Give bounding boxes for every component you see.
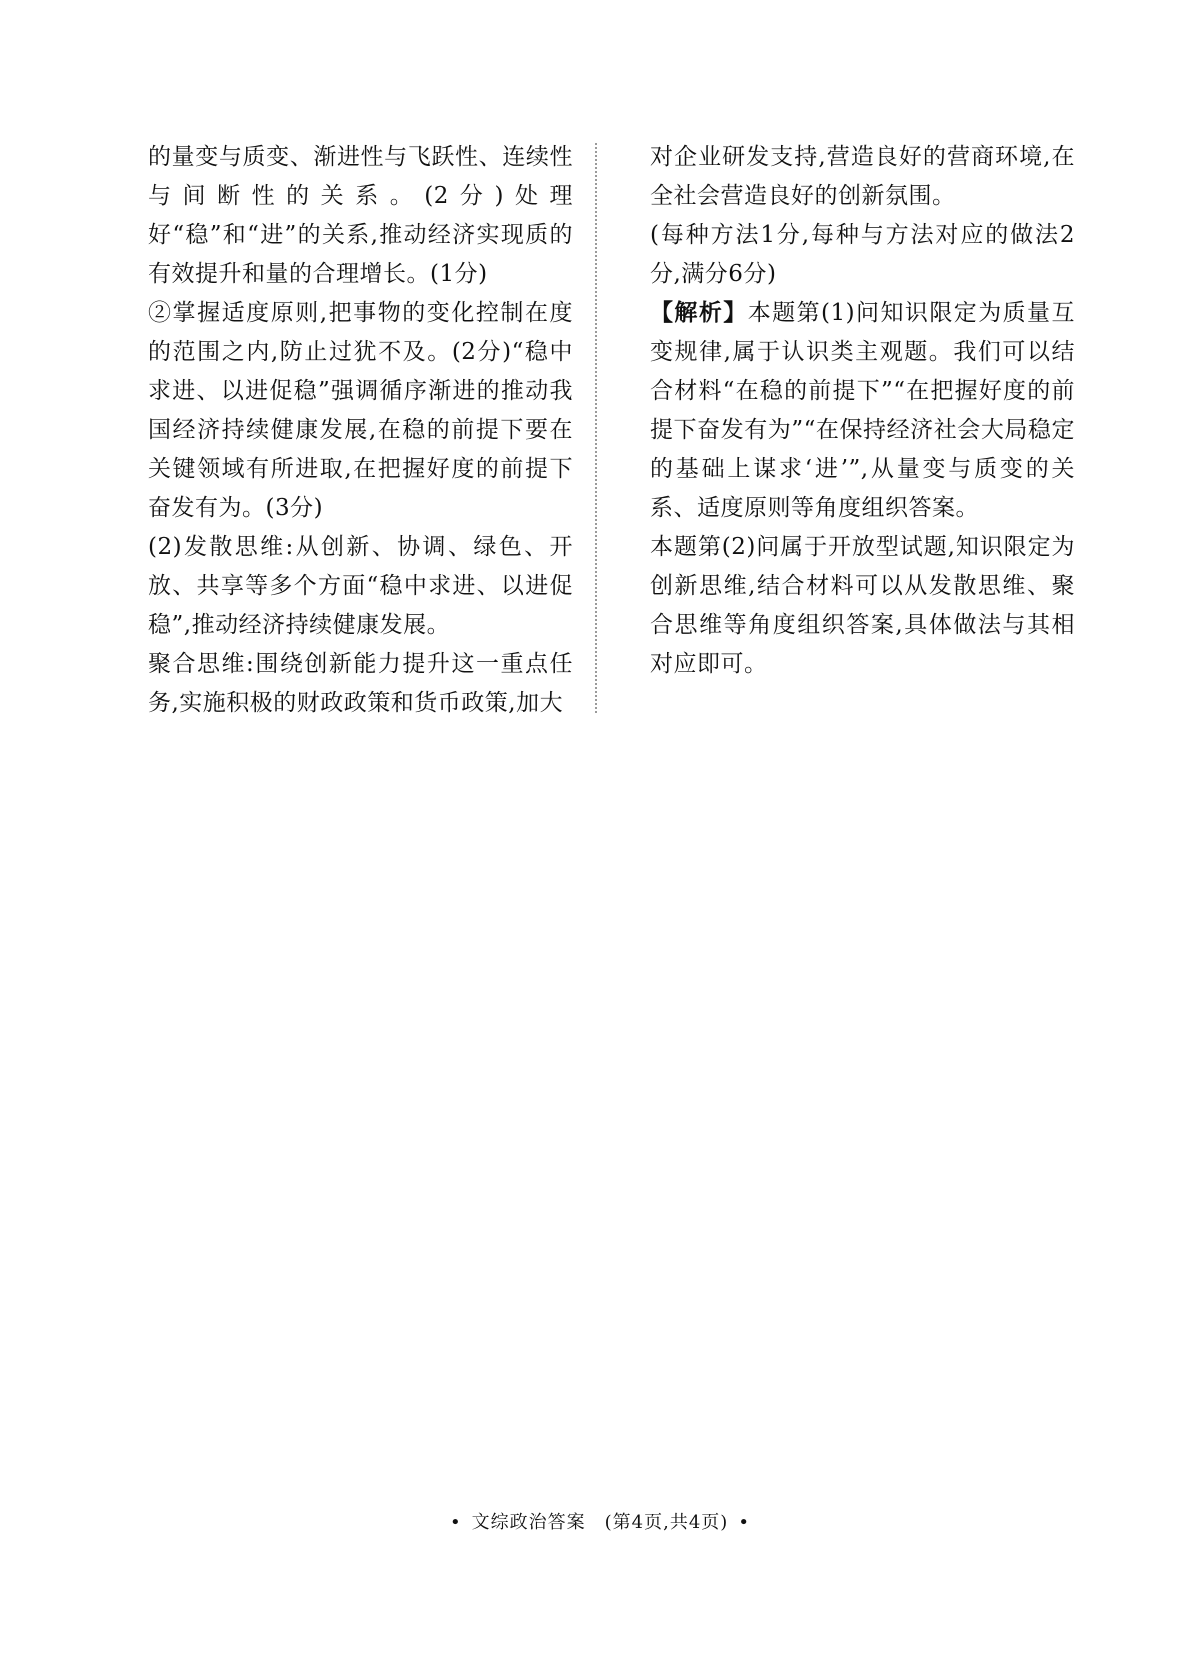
footer-text: 文综政治答案 (第4页,共4页) bbox=[471, 1512, 729, 1533]
analysis-paragraph bbox=[650, 294, 1075, 528]
analysis-text: 本题第(1)问知识限定为质量互变规律,属于认识类主观题。我们可以结合材料“在稳的前提下”“在把握好度的前提下奋发有为”“在保持经济社会大局稳定的基础上谋求‘进’”,从量变与质变的关系、适度原则等角度组织答案。 bbox=[650, 300, 1075, 521]
right-paragraph-2: (每种方法1分,每种与方法对应的做法2分,满分6分) bbox=[650, 222, 1075, 287]
right-paragraph-1: 对企业研发支持,营造良好的营商环境,在全社会营造良好的创新氛围。 bbox=[650, 144, 1075, 209]
column-divider bbox=[595, 143, 597, 713]
left-paragraph-1: 的量变与质变、渐进性与飞跃性、连续性与间断性的关系。(2分)处理好“稳”和“进”的关系,推动经济实现质的有效提升和量的合理增长。(1分) bbox=[148, 144, 573, 287]
footer-bullet-left: • bbox=[450, 1512, 462, 1533]
analysis-tag: 【解析】 bbox=[650, 300, 748, 326]
left-paragraph-4: 聚合思维:围绕创新能力提升这一重点任务,实施积极的财政政策和货币政策,加大 bbox=[148, 651, 573, 716]
footer-bullet-right: • bbox=[738, 1512, 750, 1533]
page-footer bbox=[0, 1508, 1200, 1534]
left-column bbox=[148, 138, 573, 723]
closing-paragraph: 本题第(2)问属于开放型试题,知识限定为创新思维,结合材料可以从发散思维、聚合思维等角度组织答案,具体做法与其相对应即可。 bbox=[650, 534, 1075, 677]
left-paragraph-3: (2)发散思维:从创新、协调、绿色、开放、共享等多个方面“稳中求进、以进促稳”,推动经济持续健康发展。 bbox=[148, 534, 573, 638]
left-paragraph-2: ②掌握适度原则,把事物的变化控制在度的范围之内,防止过犹不及。(2分)“稳中求进、以进促稳”强调循序渐进的推动我国经济持续健康发展,在稳的前提下要在关键领域有所进取,在把握好度的前提下奋发有为。(3分) bbox=[148, 300, 573, 521]
right-column bbox=[650, 138, 1075, 684]
